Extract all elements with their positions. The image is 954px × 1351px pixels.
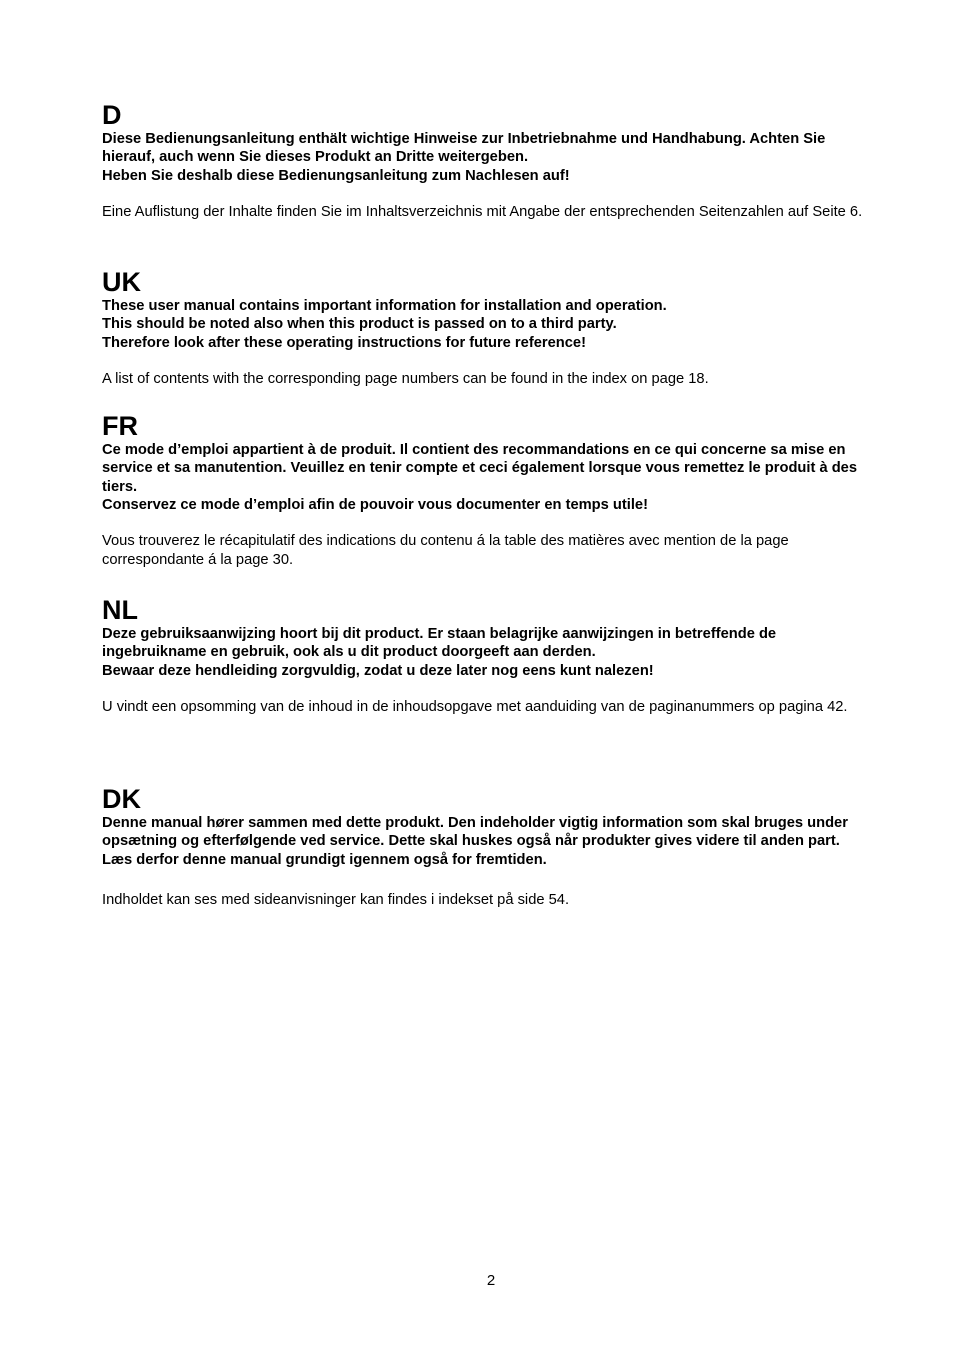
notice-dutch <box>102 625 882 680</box>
notice-line: Therefore look after these operating instructions for future reference! <box>102 334 586 351</box>
language-heading-nl: NL <box>102 595 138 625</box>
language-heading-d: D <box>102 100 122 130</box>
section-dutch <box>102 596 882 717</box>
language-heading-uk: UK <box>102 267 141 297</box>
notice-line: Conservez ce mode d’emploi afin de pouvoir vous documenter en temps utile! <box>102 496 648 513</box>
notice-line: This should be noted also when this product is passed on to a third party. <box>102 316 617 333</box>
section-danish <box>102 785 882 910</box>
notice-line: Denne manual hører sammen med dette produkt. Den indeholder vigtig information som skal bruges under opsætning og efterfølgende ved service. Dette skal huskes også når produkter gives videre til anden part. <box>102 815 848 850</box>
notice-danish <box>102 814 882 869</box>
notice-line: Deze gebruiksaanwijzing hoort bij dit product. Er staan belagrijke aanwijzingen in betreffende de ingebruikname en gebruik, ook als u dit product doorgeeft aan derden. <box>102 626 777 661</box>
notice-line: Heben Sie deshalb diese Bedienungsanleitung zum Nachlesen auf! <box>102 167 570 184</box>
section-english <box>102 268 882 389</box>
notice-line: Ce mode d’emploi appartient à de produit. Il contient des recommandations en ce qui concerne sa mise en service et sa manutention. Veuillez en tenir compte et ceci également lorsque vous remettez le produit à des tiers. <box>102 442 858 495</box>
notice-line: Læs derfor denne manual grundigt igennem også for fremtiden. <box>102 851 547 868</box>
index-note-french: Vous trouverez le récapitulatif des indications du contenu á la table des matières avec mention de la page correspondante á la page 30. <box>102 533 789 569</box>
index-note-dutch: U vindt een opsomming van de inhoud in de inhoudsopgave met aanduiding van de paginanummers op pagina 42. <box>102 698 848 715</box>
notice-line: Bewaar deze hendleiding zorgvuldig, zodat u deze later nog eens kunt nalezen! <box>102 662 654 679</box>
notice-german <box>102 130 882 185</box>
index-note-english: A list of contents with the corresponding page numbers can be found in the index on page 18. <box>102 370 709 387</box>
section-german <box>102 101 882 222</box>
language-heading-fr: FR <box>102 411 138 441</box>
notice-french <box>102 441 882 514</box>
notice-english <box>102 297 882 352</box>
section-french <box>102 412 882 570</box>
index-note-german: Eine Auflistung der Inhalte finden Sie im Inhaltsverzeichnis mit Angabe der entsprechenden Seitenzahlen auf Seite 6. <box>102 203 863 220</box>
language-heading-dk: DK <box>102 784 141 814</box>
page-number: 2 <box>486 1272 496 1289</box>
notice-line: These user manual contains important information for installation and operation. <box>102 298 667 314</box>
notice-line: Diese Bedienungsanleitung enthält wichtige Hinweise zur Inbetriebnahme und Handhabung. Achten Sie hierauf, auch wenn Sie dieses Produkt an Dritte weitergeben. <box>102 131 826 166</box>
index-note-danish: Indholdet kan ses med sideanvisninger kan findes i indekset på side 54. <box>102 891 570 908</box>
